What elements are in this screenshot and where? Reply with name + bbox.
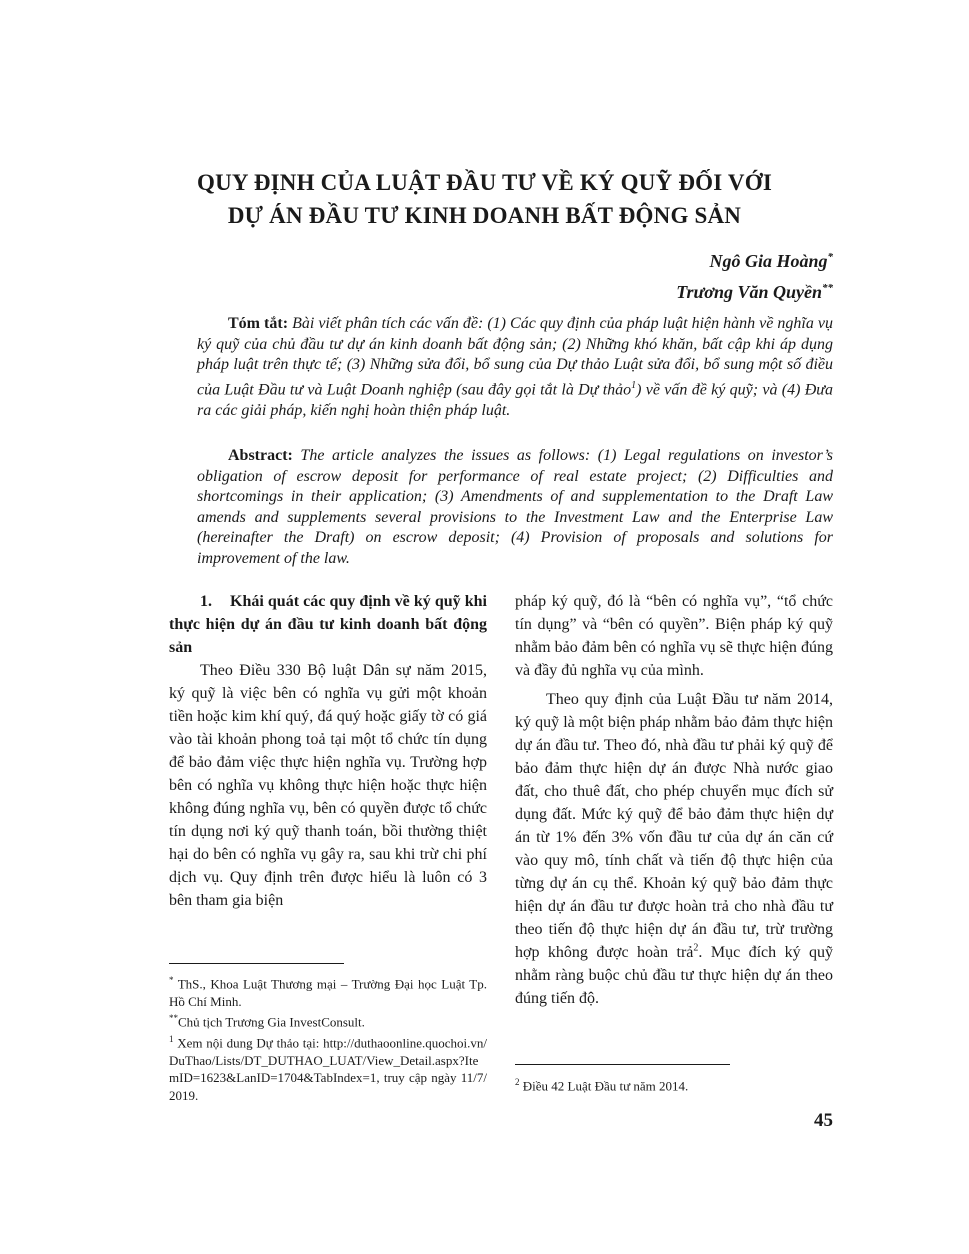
footnote-divider bbox=[515, 1064, 730, 1065]
footnote bbox=[169, 972, 487, 1010]
author-name: Ngô Gia Hoàng bbox=[709, 251, 828, 271]
section-heading-text: Khái quát các quy định về ký quỹ khi thực hiện dự án đầu tư kinh doanh bất động sản bbox=[169, 593, 487, 656]
abstract-vi-label: Tóm tắt: bbox=[228, 315, 289, 332]
abstract-english bbox=[197, 446, 833, 570]
footnote-text: ThS., Khoa Luật Thương mại – Trường Đại học Luật Tp. Hồ Chí Minh. bbox=[169, 976, 487, 1009]
footnotes-right bbox=[515, 1074, 833, 1095]
body-paragraph-2-text: Theo quy định của Luật Đầu tư năm 2014, ký quỹ là một biện pháp nhằm bảo đảm thực hiện dự án đầu tư. Theo đó, nhà đầu tư phải ký quỹ để bảo đảm thực hiện dự án được Nhà nước giao đất, cho thuê đất, cho phép chuyển mục đích sử dụng đất. Mức ký quỹ để bảo đảm thực hiện dự án từ 1% đến 3% vốn đầu tư của dự án căn cứ vào quy mô, tính chất và tiến độ thực hiện của từng dự án cụ thể. Khoản ký quỹ bảo đảm thực hiện dự án đầu tư được hoàn trả cho nhà đầu tư theo tiến độ thực hiện dự án đầu tư, trừ trường hợp không được hoàn trả bbox=[515, 691, 833, 961]
author-mark: * bbox=[827, 251, 833, 263]
footnote-mark: * bbox=[169, 975, 174, 985]
abstract-vi-text-end: ) về vấn đề ký quỹ; và (4) Đưa ra các giải pháp, kiến nghị hoàn thiện pháp luật. bbox=[197, 381, 833, 419]
footnote-ref-1: 1 bbox=[631, 379, 637, 391]
page-number: 45 bbox=[814, 1110, 833, 1131]
author-1 bbox=[676, 244, 833, 275]
footnotes-left bbox=[169, 972, 487, 1104]
section-number: 1. bbox=[200, 593, 212, 610]
section-heading bbox=[169, 590, 487, 659]
body-paragraph-1: Theo Điều 330 Bộ luật Dân sự năm 2015, ký quỹ là việc bên có nghĩa vụ gửi một khoản tiền hoặc kim khí quý, đá quý hoặc giấy tờ có giá vào tài khoản phong toả tại một tổ chức tín dụng để bảo đảm việc thực hiện nghĩa vụ. Trường hợp bên có nghĩa vụ không thực hiện hoặc thực hiện không đúng nghĩa vụ, bên có quyền được tổ chức tín dụng nơi ký quỹ thanh toán, bồi thường thiệt hại do bên có nghĩa vụ gây ra, sau khi trừ chi phí dịch vụ. Quy định trên được hiểu là luôn có 3 bên tham gia biện bbox=[169, 662, 487, 909]
body-paragraph-1-continued: pháp ký quỹ, đó là “bên có nghĩa vụ”, “tổ chức tín dụng” và “bên có quyền”. Biện pháp ký quỹ nhằm bảo đảm bên có nghĩa vụ sẽ thực hiện đúng và đầy đủ nghĩa vụ của mình. bbox=[515, 593, 833, 679]
abstract-vietnamese bbox=[197, 314, 833, 421]
abstract-en-text: The article analyzes the issues as follows: (1) Legal regulations on investor’s obligation of escrow deposit for performance of real estate project; (2) Difficulties and shortcomings in their application; (3) Amendments of and supplementation to the Draft Law amends and supplements several provisions to the Investment Law and the Enterprise Law (hereinafter the Draft) on escrow deposit; (4) Provision of proposals and solutions for improvement of the law. bbox=[197, 447, 833, 567]
abstract-en-label: Abstract: bbox=[228, 447, 293, 464]
footnote-ref-2: 2 bbox=[693, 942, 699, 954]
footnote-mark: 1 bbox=[169, 1034, 174, 1045]
footnote-text: Điều 42 Luật Đầu tư năm 2014. bbox=[519, 1078, 689, 1094]
body-column-right bbox=[515, 590, 833, 1010]
author-name: Trương Văn Quyền bbox=[676, 282, 822, 302]
footnote-text: Chủ tịch Trương Gia InvestConsult. bbox=[178, 1014, 365, 1030]
footnote bbox=[169, 1010, 487, 1031]
footnote bbox=[515, 1074, 833, 1095]
author-list bbox=[676, 244, 833, 306]
footnote-mark: ** bbox=[169, 1013, 178, 1024]
author-mark: ** bbox=[822, 282, 833, 294]
title-line-2: DỰ ÁN ĐẦU TƯ KINH DOANH BẤT ĐỘNG SẢN bbox=[227, 203, 742, 228]
abstract-vi-text: Bài viết phân tích các vấn đề: (1) Các quy định của pháp luật hiện hành về nghĩa vụ ký quỹ của chủ đầu tư dự án kinh doanh bất động sản; (2) Những khó khăn, bất cập khi áp dụng pháp luật trên thực tế; (3) Những sửa đổi, bổ sung của Dự thảo Luật sửa đổi, bổ sung một số điều của Luật Đầu tư và Luật Doanh nghiệp (sau đây gọi tắt là Dự thảo bbox=[197, 315, 834, 399]
author-2 bbox=[676, 275, 833, 306]
body-paragraph-2 bbox=[515, 688, 833, 1010]
footnote bbox=[169, 1031, 487, 1104]
body-paragraph-2-end: . Mục đích ký quỹ nhằm ràng buộc chủ đầu tư thực hiện dự án theo đúng tiến độ. bbox=[515, 944, 834, 1007]
article-title bbox=[0, 166, 969, 232]
title-line-1: QUY ĐỊNH CỦA LUẬT ĐẦU TƯ VỀ KÝ QUỸ ĐỐI VỚI bbox=[197, 170, 772, 195]
footnote-mark: 2 bbox=[515, 1077, 520, 1087]
footnote-text: Xem nội dung Dự thảo tại: http://duthaoonline.quochoi.vn/DuThao/Lists/DT_DUTHAO_LUAT/View_Detail.aspx?ItemID=1623&LanID=1704&TabIndex=1, truy cập ngày 11/7/2019. bbox=[169, 1035, 487, 1103]
body-column-left bbox=[169, 590, 487, 912]
footnote-divider bbox=[169, 963, 344, 964]
